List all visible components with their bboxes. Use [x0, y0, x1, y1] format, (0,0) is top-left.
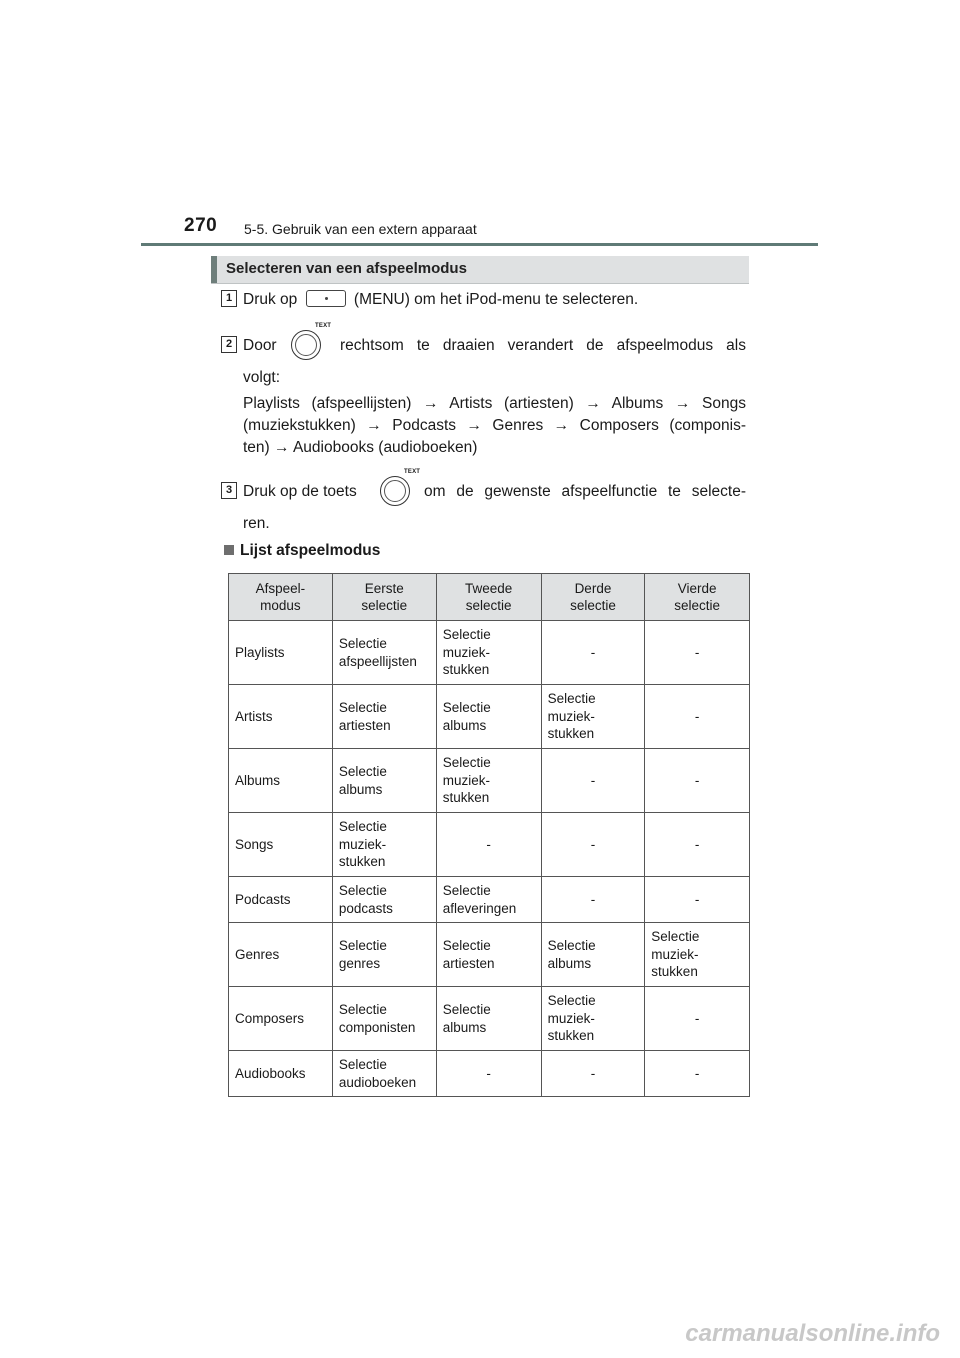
step-2-pre: Door [243, 337, 277, 354]
selection-cell [332, 621, 436, 685]
mode-cell [229, 1051, 333, 1097]
step-number-3: 3 [221, 482, 237, 499]
step-number-1: 1 [221, 290, 237, 307]
header-line: Afspeel- [255, 581, 306, 596]
cell-line: stukken [338, 854, 386, 870]
header-line: Vierde [677, 581, 717, 596]
mode-cell [229, 685, 333, 749]
cell-line: - [590, 772, 596, 788]
selection-cell [332, 1051, 436, 1097]
table-row [229, 749, 750, 813]
selection-cell [541, 923, 645, 987]
cell-line: Audiobooks [235, 1065, 306, 1081]
mode-sequence-line-3: ten) → Audiobooks (audioboeken) [243, 439, 478, 456]
cell-line: Selectie [338, 1057, 387, 1072]
cell-line: genres [338, 955, 381, 971]
selection-cell [541, 877, 645, 923]
cell-line: stukken [651, 964, 698, 980]
cell-line: - [486, 1065, 491, 1081]
cell-line: albums [547, 955, 592, 971]
cell-line: - [590, 836, 596, 852]
cell-line: Albums [235, 772, 281, 788]
selection-cell [645, 813, 750, 877]
cell-line: afleveringen [442, 900, 517, 916]
cell-line: Genres [235, 946, 280, 962]
step-3-line2: ren. [243, 515, 270, 532]
cell-line: - [590, 891, 596, 907]
cell-line: artiesten [442, 955, 495, 971]
cell-line: muziek- [442, 644, 491, 660]
cell-line: muziek- [338, 836, 387, 852]
cell-line: albums [442, 1019, 487, 1035]
cell-line: albums [338, 781, 383, 797]
mode-cell [229, 813, 333, 877]
selection-cell [332, 987, 436, 1051]
cell-line: Selectie [338, 819, 387, 835]
selection-cell [541, 685, 645, 749]
knob-inner-ring [384, 480, 406, 502]
watermark: carmanualsonline.info [685, 1320, 940, 1347]
selection-cell [645, 923, 750, 987]
bullet-square-icon [224, 545, 234, 555]
section-heading-bar [211, 256, 749, 284]
selection-cell [541, 987, 645, 1051]
selection-cell [645, 685, 750, 749]
mode-sequence-line-2: (muziekstukken) → Podcasts → Genres → Composers (componis- [243, 417, 746, 434]
step-1-post: (MENU) om het iPod-menu te selecteren. [353, 291, 639, 308]
section-title: Selecteren van een afspeelmodus [226, 260, 467, 277]
tune-knob-icon [380, 469, 421, 506]
cell-line: componisten [338, 1019, 416, 1035]
knob-label: TEXT [404, 469, 421, 475]
selection-cell [436, 987, 541, 1051]
selection-cell [436, 877, 541, 923]
table-row [229, 1051, 750, 1097]
column-header [541, 574, 645, 621]
cell-line: Selectie [338, 1002, 387, 1017]
table-row [229, 877, 750, 923]
header-line: selectie [465, 598, 512, 613]
mode-cell [229, 987, 333, 1051]
header-line: Eerste [364, 581, 404, 596]
cell-line: - [694, 891, 700, 907]
cell-line: muziek- [651, 946, 699, 962]
cell-line: Selectie [547, 938, 596, 953]
chapter-title: 5-5. Gebruik van een extern apparaat [244, 221, 477, 237]
cell-line: Selectie [338, 700, 387, 715]
selection-cell [436, 621, 541, 685]
selection-cell [541, 749, 645, 813]
table-body [229, 621, 750, 1097]
cell-line: muziek- [442, 772, 491, 788]
table-row [229, 813, 750, 877]
knob-inner-ring [295, 334, 317, 356]
cell-line: podcasts [338, 900, 393, 916]
selection-cell [645, 1051, 750, 1097]
step-number-2: 2 [221, 336, 237, 353]
cell-line: - [694, 772, 700, 788]
cell-line: Selectie [442, 755, 491, 771]
cell-line: Selectie [442, 938, 491, 953]
cell-line: Selectie [442, 1002, 491, 1017]
table-row [229, 987, 750, 1051]
step-3-post: om de gewenste afspeelfunctie te selecte- [424, 483, 746, 500]
selection-cell [645, 987, 750, 1051]
subheading-text: Lijst afspeelmodus [240, 542, 381, 559]
cell-line: stukken [547, 726, 595, 742]
mode-cell [229, 877, 333, 923]
mode-sequence-line-1: Playlists (afspeellijsten) → Artists (artiesten) → Albums → Songs [243, 395, 746, 412]
cell-line: afspeellijsten [338, 653, 417, 669]
header-line: selectie [570, 598, 616, 613]
cell-line: Selectie [651, 929, 700, 945]
selection-cell [436, 923, 541, 987]
table-row [229, 621, 750, 685]
selection-cell [541, 1051, 645, 1097]
table-header [229, 574, 750, 621]
tune-knob-icon [291, 323, 332, 360]
cell-line: - [590, 1065, 596, 1081]
cell-line: Songs [235, 836, 274, 852]
selection-cell [332, 749, 436, 813]
cell-line: Selectie [338, 883, 387, 898]
column-header [436, 574, 541, 621]
step-3-pre: Druk op de toets [243, 483, 357, 500]
header-divider [141, 243, 818, 246]
menu-button-icon [306, 290, 346, 307]
cell-line: Selectie [547, 691, 596, 707]
cell-line: Podcasts [235, 891, 291, 907]
selection-cell [541, 813, 645, 877]
selection-cell [436, 749, 541, 813]
cell-line: albums [442, 717, 487, 733]
cell-line: stukken [547, 1028, 595, 1044]
selection-cell [436, 685, 541, 749]
selection-cell [332, 685, 436, 749]
selection-cell [332, 877, 436, 923]
selection-cell [645, 877, 750, 923]
cell-line: Selectie [338, 938, 387, 953]
selection-cell [332, 923, 436, 987]
table-header-row [229, 574, 750, 621]
table-row [229, 923, 750, 987]
cell-line: Selectie [338, 764, 387, 779]
mode-cell [229, 923, 333, 987]
selection-cell [436, 813, 541, 877]
cell-line: Selectie [547, 993, 596, 1009]
cell-line: - [694, 644, 700, 660]
subheading [224, 542, 380, 560]
cell-line: - [694, 708, 700, 724]
selection-cell [332, 813, 436, 877]
header-line: Tweede [465, 581, 513, 596]
column-header [645, 574, 750, 621]
column-header [229, 574, 333, 621]
cell-line: - [694, 1065, 700, 1081]
selection-cell [436, 1051, 541, 1097]
knob-label: TEXT [315, 323, 332, 329]
page-number: 270 [184, 215, 218, 236]
cell-line: Composers [235, 1010, 305, 1026]
cell-line: - [694, 1010, 700, 1026]
cell-line: Selectie [442, 700, 491, 715]
cell-line: Selectie [338, 636, 387, 651]
step-2-post: rechtsom te draaien verandert de afspeelmodus als [340, 337, 746, 354]
step-1-text [243, 289, 638, 311]
cell-line: - [590, 644, 596, 660]
step-1-pre: Druk op [243, 291, 298, 308]
step-2-line2: volgt: [243, 369, 281, 386]
cell-line: Selectie [442, 883, 491, 898]
cell-line: - [486, 836, 491, 852]
selection-cell [541, 621, 645, 685]
cell-line: Artists [235, 708, 273, 724]
mode-cell [229, 621, 333, 685]
playback-mode-table [228, 573, 750, 1097]
cell-line: Selectie [442, 627, 491, 643]
selection-cell [645, 749, 750, 813]
cell-line: stukken [442, 662, 490, 678]
header-line: selectie [361, 598, 408, 613]
cell-line: artiesten [338, 717, 391, 733]
header-line: Derde [574, 581, 612, 596]
cell-line: - [694, 836, 700, 852]
mode-cell [229, 749, 333, 813]
cell-line: muziek- [547, 1010, 595, 1026]
cell-line: Playlists [235, 644, 285, 660]
selection-cell [645, 621, 750, 685]
cell-line: stukken [442, 790, 490, 806]
header-line: modus [260, 598, 301, 613]
column-header [332, 574, 436, 621]
section-accent [211, 256, 217, 283]
header-line: selectie [674, 598, 721, 613]
table-row [229, 685, 750, 749]
cell-line: audioboeken [338, 1074, 417, 1090]
cell-line: muziek- [547, 708, 595, 724]
